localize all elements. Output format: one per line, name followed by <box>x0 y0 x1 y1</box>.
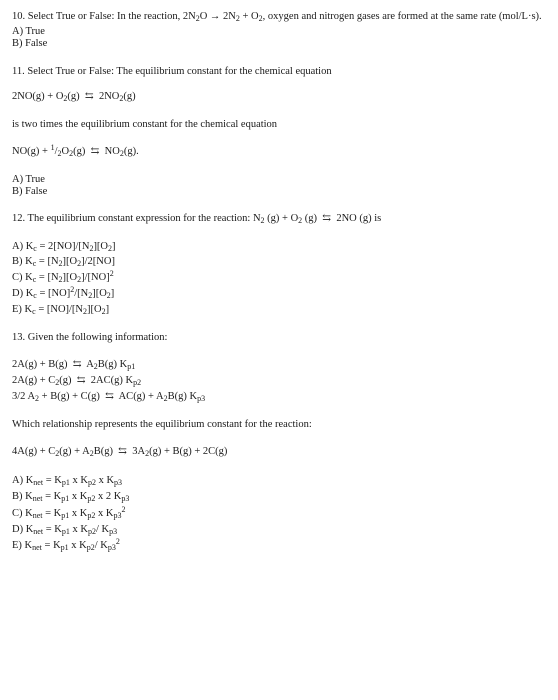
subscript: 2 <box>63 94 68 103</box>
text-segment: 12. The equilibrium constant expression for the reaction: N <box>12 213 261 224</box>
question-13-stem <box>12 332 167 344</box>
text-segment: (g) ⇆ 2AC(g) K <box>59 375 134 386</box>
text-segment: x K <box>69 508 88 519</box>
subscript: 2 <box>77 259 82 268</box>
question-10-stem <box>12 11 542 23</box>
text-segment: + B(g) + C(g) ⇆ AC(g) + A <box>39 391 164 402</box>
text-segment: B) False <box>12 38 48 49</box>
text-segment: = [N <box>36 272 59 283</box>
text-segment: ][O <box>62 272 78 283</box>
question-11-stem <box>12 66 332 78</box>
text-segment: ][O <box>62 256 78 267</box>
text-segment: = [NO]/[N <box>35 304 84 315</box>
text-segment: x K <box>69 524 88 535</box>
text-segment: / K <box>95 524 110 535</box>
answer-choice <box>12 256 115 268</box>
answer-choice <box>12 475 122 487</box>
text-segment: ] <box>110 288 115 299</box>
text-segment: ] <box>112 241 116 252</box>
text-segment: ]/[NO] <box>81 272 110 283</box>
text-segment: x K <box>95 475 115 486</box>
answer-choice <box>12 304 109 316</box>
text-segment: 2NO(g) + O <box>12 91 64 102</box>
text-segment: 10. Select True or False: In the reaction, 2N <box>12 11 196 22</box>
text-segment: C) K <box>12 508 33 519</box>
subscript: p3 <box>107 543 116 552</box>
text-segment: / <box>54 146 58 157</box>
text-segment: D) K <box>12 288 34 299</box>
subscript: p2 <box>87 511 96 520</box>
text-segment: A) True <box>12 174 45 185</box>
subscript: 2 <box>235 14 240 23</box>
subscript: p3 <box>114 478 123 487</box>
chemical-equation <box>12 359 135 371</box>
text-segment: NO(g) + <box>12 146 51 157</box>
text-segment: (g) + O <box>264 213 299 224</box>
text-segment: (g) ⇆ 2NO (g) is <box>302 213 382 224</box>
subscript: 2 <box>83 307 88 316</box>
text-segment: x K <box>68 540 87 551</box>
text-segment: 2A(g) + B(g) ⇆ A <box>12 359 94 370</box>
subscript: 2 <box>260 216 265 225</box>
subscript: c <box>33 244 37 253</box>
subscript: net <box>32 511 43 520</box>
text-segment: x 2 K <box>95 491 122 502</box>
text-segment: A) K <box>12 475 34 486</box>
answer-choice <box>12 26 45 38</box>
subscript: 2 <box>145 449 150 458</box>
text-segment: Which relationship represents the equilibrium constant for the reaction: <box>12 419 312 430</box>
superscript: 2 <box>115 537 120 546</box>
subscript: net <box>32 543 42 552</box>
text-segment: (g). <box>123 146 139 157</box>
subscript: 2 <box>119 94 124 103</box>
text-segment: + O <box>239 11 259 22</box>
text-segment: C) K <box>12 272 33 283</box>
subscript: c <box>32 307 36 316</box>
subscript: p1 <box>61 494 70 503</box>
answer-choice <box>12 491 129 503</box>
subscript: net <box>33 527 44 536</box>
text-segment: = K <box>43 524 62 535</box>
subscript: p2 <box>133 378 142 387</box>
text-segment: /[N <box>74 288 89 299</box>
subscript: 2 <box>258 14 263 23</box>
subscript: 2 <box>55 449 60 458</box>
superscript: 2 <box>121 505 126 514</box>
subscript: 2 <box>58 259 63 268</box>
text-segment: = [N <box>36 256 59 267</box>
text-segment: (g) ⇆ NO <box>73 146 120 157</box>
subscript: 2 <box>77 275 82 284</box>
question-12-stem <box>12 213 381 225</box>
text-segment: E) K <box>12 540 33 551</box>
text-segment: = K <box>43 475 62 486</box>
text-segment: B(g) K <box>97 359 128 370</box>
chemical-equation <box>12 143 139 158</box>
chemical-equation <box>12 391 205 403</box>
text-segment: A) K <box>12 241 34 252</box>
text-segment: , oxygen and nitrogen gases are formed at the same rate (mol/L·s). <box>262 11 542 22</box>
subscript: p3 <box>197 394 206 403</box>
subscript: p1 <box>61 478 70 487</box>
text-segment: (g) <box>123 91 136 102</box>
subscript: 2 <box>298 216 303 225</box>
answer-choice <box>12 505 126 520</box>
text-segment: is two times the equilibrium constant for the chemical equation <box>12 119 278 130</box>
subscript: c <box>32 259 37 268</box>
subscript: 2 <box>88 291 93 300</box>
subscript: 2 <box>58 275 63 284</box>
text-segment: ] <box>105 304 110 315</box>
text-segment: (g) + A <box>59 446 90 457</box>
text-segment: B) K <box>12 256 33 267</box>
text-segment: B(g) ⇆ 3A <box>93 446 146 457</box>
superscript: 1 <box>50 143 55 152</box>
answer-choice <box>12 524 117 536</box>
text-segment: (g) ⇆ 2NO <box>67 91 120 102</box>
text-segment: / K <box>94 540 108 551</box>
text-segment: A) True <box>12 26 45 37</box>
subscript: net <box>32 494 43 503</box>
subscript: p2 <box>87 527 96 536</box>
subscript: p3 <box>121 494 130 503</box>
text-segment: 11. Select True or False: The equilibrium constant for the chemical equation <box>12 66 332 77</box>
text-segment: B) False <box>12 186 48 197</box>
subscript: 2 <box>57 149 62 158</box>
text-segment: ][O <box>93 241 109 252</box>
subscript: 2 <box>195 14 200 23</box>
text-segment: x K <box>69 475 88 486</box>
superscript: 2 <box>109 269 114 278</box>
subscript: p1 <box>61 511 70 520</box>
subscript: 2 <box>89 244 94 253</box>
subscript: p2 <box>87 494 96 503</box>
text-segment: = K <box>41 540 61 551</box>
subscript: 2 <box>106 291 111 300</box>
subscript: c <box>33 291 37 300</box>
subscript: p3 <box>113 511 122 520</box>
text-segment: ][O <box>87 304 102 315</box>
text-segment: = K <box>42 491 62 502</box>
subscript: 2 <box>35 394 40 403</box>
text-segment: B(g) K <box>167 391 198 402</box>
answer-choice <box>12 241 116 253</box>
subscript: 2 <box>119 149 124 158</box>
answer-choice <box>12 269 114 284</box>
text-segment: O → 2N <box>199 11 236 22</box>
answer-choice <box>12 38 47 50</box>
chemical-equation <box>12 91 136 103</box>
text-segment: x K <box>95 508 114 519</box>
text-segment: 13. Given the following information: <box>12 332 168 343</box>
question-13-stem-continued <box>12 419 312 431</box>
subscript: p1 <box>60 543 69 552</box>
text-segment: O <box>61 146 70 157</box>
text-segment: 4A(g) + C <box>12 446 56 457</box>
chemical-equation <box>12 446 227 458</box>
subscript: p3 <box>109 527 118 536</box>
subscript: 2 <box>163 394 168 403</box>
subscript: 2 <box>89 449 94 458</box>
chemical-equation <box>12 375 141 387</box>
text-segment: ][O <box>92 288 107 299</box>
subscript: 2 <box>108 244 113 253</box>
subscript: 2 <box>69 149 74 158</box>
answer-choice <box>12 174 45 186</box>
subscript: p1 <box>61 527 70 536</box>
question-11-stem-continued <box>12 119 277 131</box>
answer-choice <box>12 537 120 552</box>
text-segment: = [NO] <box>36 288 71 299</box>
subscript: net <box>33 478 44 487</box>
text-segment: 3/2 A <box>12 391 36 402</box>
text-segment: = K <box>42 508 62 519</box>
text-segment: ]/2[NO] <box>81 256 115 267</box>
text-segment: x K <box>69 491 88 502</box>
superscript: 2 <box>70 285 75 294</box>
text-segment: D) K <box>12 524 34 535</box>
answer-choice <box>12 186 47 198</box>
text-segment: (g) + B(g) + 2C(g) <box>149 446 228 457</box>
subscript: c <box>32 275 37 284</box>
subscript: 2 <box>55 378 60 387</box>
text-segment: 2A(g) + C <box>12 375 56 386</box>
subscript: 2 <box>93 362 98 371</box>
text-segment: B) K <box>12 491 33 502</box>
text-segment: E) K <box>12 304 33 315</box>
subscript: p1 <box>127 362 136 371</box>
subscript: p2 <box>87 478 96 487</box>
answer-choice <box>12 285 115 300</box>
subscript: p2 <box>86 543 95 552</box>
subscript: 2 <box>101 307 106 316</box>
text-segment: = 2[NO]/[N <box>36 241 90 252</box>
